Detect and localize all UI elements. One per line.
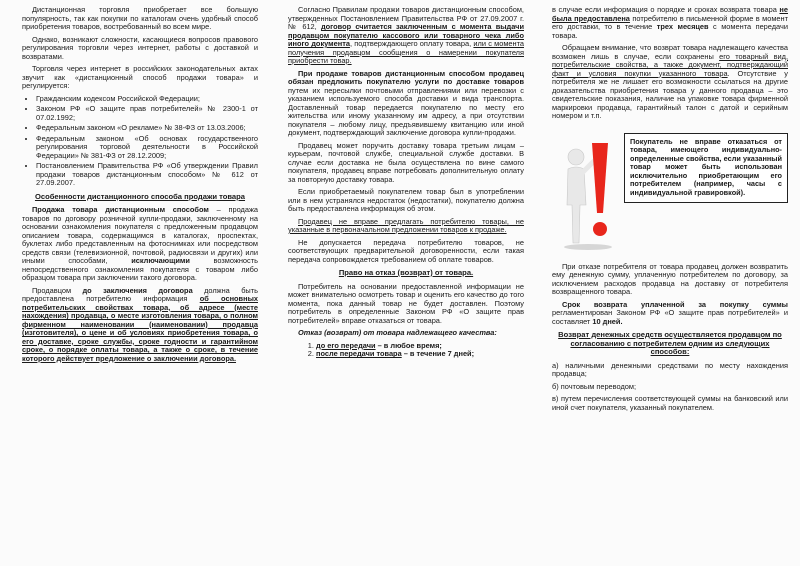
law-item: • Постановлением Правительства РФ «Об утверждении Правил продажи товаров дистанционным способом» № 612 от 27.09.2007.: [36, 162, 258, 188]
three-months-text-mid: потребителю в письменной форме в момент его доставки, то в течение: [552, 13, 788, 31]
law-item: • Гражданским кодексом Российской Федерации;: [36, 95, 258, 104]
refund-term-value: 10 дней.: [592, 316, 623, 326]
section-heading-refund-ways: Возврат денежных средств осуществляется продавцом по согласованию с потребителем одним из следующих способов:: [558, 330, 782, 357]
info-paragraph: [22, 287, 258, 364]
three-months-term: трех месяцев: [656, 22, 709, 31]
notice-block: [552, 129, 788, 257]
condition-text-end: . Отсутствие у потребителя же не лишает его возможности ссылаться на другие доказательства приобретения товара у данного продавца – это свидетельские показания, наличие на упаковке товара фирменной маркировки продавца, гарантийный талон с датой и серийным номером и т.п.: [552, 68, 788, 120]
refund-term-text: регламентирован Законом РФ «О защите прав потребителей» и составляет: [552, 308, 788, 326]
regulation-paragraph: Торговля через интернет в российских законодательных актах звучит как «дистанционный способ продажи товара» и регулируется:: [22, 64, 258, 90]
delivery-emphasis: продавец обязан предложить покупателю услуги по доставке товаров: [288, 68, 524, 86]
refund-way-item: а) наличными денежными средствами по месту нахождения продавца;: [552, 360, 788, 379]
refusal-term-label: до его передачи: [316, 340, 376, 350]
notice-text: Покупатель не вправе отказаться от товара, имеющего индивидуально-определенные свойства, если указанный товар может быть использован исключительно приобретающим его потребителем (например, часы с индивидуальной гравировкой).: [624, 133, 788, 203]
refund-way-item: б) почтовым переводом;: [552, 381, 637, 391]
column-2: [288, 6, 524, 361]
contract-text-mid: , подтверждающего оплату товара,: [349, 39, 474, 48]
contract-underline: или с момента получения продавцом сообщения о намерении покупателя приобрести товар.: [288, 39, 524, 65]
definition-term: Продажа товара дистанционным способом: [32, 205, 209, 215]
definition-paragraph: [22, 206, 258, 283]
person-with-exclamation-icon: [558, 135, 618, 251]
refusal-term-value: – в течение 7 дней;: [401, 349, 475, 359]
refusal-paragraph: Потребитель на основании предоставленной информации не может внимательно осмотреть товар и оценить его качество до того момента, пока данный товар не будет доставлен. Поэтому потребитель в определенные Законом РФ «О защите прав потребителей» вправе отказаться от товара.: [288, 281, 524, 325]
definition-text-end: возможность непосредственного ознакомления покупателя с товаром либо образцом товара при заключении такого договора.: [22, 256, 258, 283]
three-months-emphasis: не была предоставлена: [552, 5, 788, 23]
delivery-lead: При продаже товаров дистанционным способом: [298, 68, 489, 78]
condition-underline: его товарный вид, потребительские свойства, а также документ, подтверждающий факт и условия покупки указанного товара: [552, 51, 788, 78]
third-party-paragraph: Продавец может поручить доставку товара третьим лицам – курьерам, почтовой службе, специальной службе доставки. В случае если доставка не была осуществлена по вине самого покупателя, продавец вправе потребовать дополнительную оплату за повторную доставку товара.: [288, 140, 524, 184]
section-heading-refusal: Право на отказ (возврат) от товара.: [338, 268, 474, 277]
refusal-quality-paragraph: Отказ (возврат) от товара надлежащего качества:: [298, 328, 497, 338]
used-goods-paragraph: Если приобретаемый покупателем товар был в употреблении или в нем устранялся недостаток (недостатки), покупателю должна быть предоставлена информация об этом.: [288, 187, 524, 213]
definition-text: – продажа товаров по договору розничной купли-продажи, заключенному на основании ознакомления покупателя с предложенным продавцом описанием товара, содержащимся в каталогах, проспектах, буклетах либо представленным на фотоснимках или посредством средств связи (телевизионной, почтовой, радиосвязи и других) или иными способами,: [22, 205, 258, 266]
three-months-text-end: с момента передачи товара.: [552, 22, 788, 40]
refund-way-item: в) путем перечисления соответствующей суммы на банковский или иной счет покупателя, указанный покупателем.: [552, 394, 788, 412]
contract-paragraph: [288, 6, 524, 66]
problems-paragraph: Однако, возникают сложности, касающиеся вопросов правового регулирования торговли через интернет, работы с доставкой и возвратами.: [22, 34, 258, 61]
info-text: Продавцом: [32, 285, 83, 295]
three-months-paragraph: [552, 6, 788, 40]
law-item: • Законом РФ «О защите прав потребителей» № 2300-1 от 07.02.1992;: [36, 105, 258, 122]
condition-paragraph: [552, 44, 788, 121]
refund-term-paragraph: [552, 301, 788, 327]
refusal-term-item: [316, 350, 524, 359]
law-item: • Федеральным законом «Об основах государственного регулирования торговой деятельности в Российской Федерации» № 381-ФЗ от 28.12.2009;: [36, 135, 258, 161]
refusal-term-label: после передачи товара: [316, 349, 402, 359]
info-text-mid: должна быть предоставлена потребителю информация: [22, 285, 258, 304]
contract-emphasis: договор считается заключенным с момента выдачи продавцом покупателю кассового или товарного чека либо иного документа: [288, 22, 524, 48]
info-list-emphasis: об основных потребительских свойствах товара, об адресе (месте нахождения) продавца, о месте изготовления товара, о полном фирменном наименовании (наименовании) продавца (изготовителя), о цене и об условиях приобретения товара, о его доставке, сроке службы, сроке годности и гарантийном сроке, о порядке оплаты товара, а также о сроке, в течение которого действует предложение о заключении договора.: [22, 294, 258, 363]
section-heading-features: Особенности дистанционного способа продажи товара: [34, 191, 246, 201]
column-3: [552, 6, 788, 416]
column-1: [22, 6, 258, 367]
delivery-paragraph: [288, 70, 524, 138]
laws-list: [22, 95, 258, 188]
condition-text: Обращаем внимание, что возврат товара надлежащего качества возможен лишь в случае, если сохранены: [552, 43, 788, 61]
no-mismatch-paragraph: Не допускается передача потребителю товаров, не соответствующих предварительной договоренности, если такая передача сопровождается требованием об оплате товаров.: [288, 237, 524, 264]
info-emphasis: до заключения договора: [82, 285, 193, 295]
refund-paragraph: При отказе потребителя от товара продавец должен возвратить ему денежную сумму, уплаченную потребителем по договору, за исключением расходов продавца на доставку от потребителя возвращенного товара.: [552, 261, 788, 296]
refusal-term-value: – в любое время;: [375, 340, 442, 350]
law-item: • Федеральным законом «О рекламе» № 38-ФЗ от 13.03.2006;: [36, 124, 258, 133]
refusal-terms-list: [288, 342, 524, 359]
three-months-text: в случае если информация о порядке и сроках возврата товара: [552, 5, 780, 14]
no-other-goods-paragraph: Продавец не вправе предлагать потребителю товары, не указанные в первоначальном предложении товаров к продаже.: [288, 216, 524, 234]
refund-term-lead: Срок возврата уплаченной за покупку суммы: [562, 299, 788, 309]
definition-emphasis: исключающими: [131, 256, 190, 266]
delivery-text: путем их пересылки почтовыми отправлениями или перевозки с указанием используемого способа доставки и вида транспорта. Доставленный товар передается покупателю по месту его жительства или иному указанному им адресу, а при отсутствии покупателя – любому лицу, предъявившему квитанцию или иной документ, подтверждающий заключение договора купли-продажи.: [288, 85, 524, 137]
intro-paragraph: Дистанционная торговля приобретает все большую популярность, так как покупки по каталогам очень удобный способ приобретения товаров, востребованный во всем мире.: [22, 5, 258, 31]
contract-text: Согласно Правилам продажи товаров дистанционным способом, утвержденных Постановлением Правительства РФ от 27.09.2007 г. № 612,: [288, 5, 524, 31]
